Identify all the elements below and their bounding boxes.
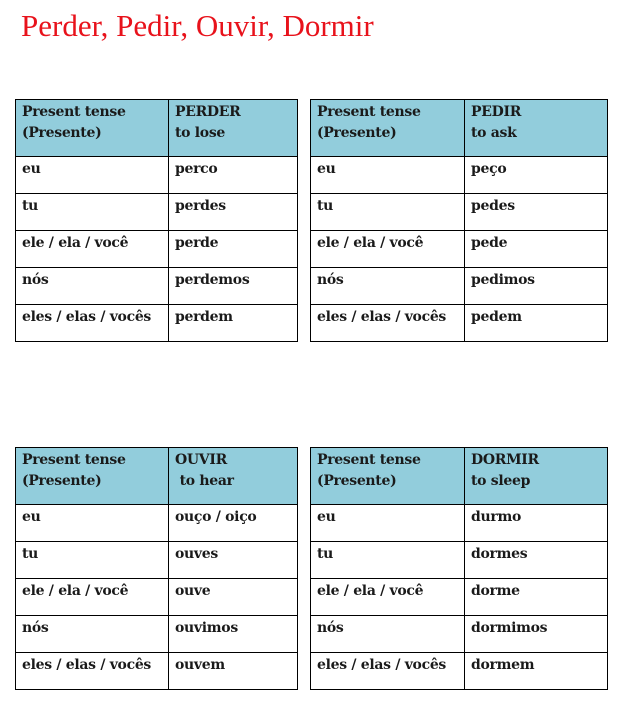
verb-form-cell: dormes — [465, 542, 608, 579]
table-row — [311, 579, 608, 616]
table-row — [16, 157, 298, 194]
verb-form-cell: peço — [465, 157, 608, 194]
verb-form-cell: ouço / oiço — [169, 505, 298, 542]
pronoun-cell: eu — [311, 157, 465, 194]
conjugation-table-perder — [15, 99, 298, 342]
verb-form-cell: ouvimos — [169, 616, 298, 653]
pronoun-cell: eu — [16, 157, 169, 194]
verb-form-cell: perco — [169, 157, 298, 194]
table-row — [311, 505, 608, 542]
table-row — [311, 231, 608, 268]
pronoun-cell: nós — [311, 616, 465, 653]
header-verb-cell — [465, 448, 608, 505]
header-tense-cell — [311, 448, 465, 505]
tense-label: Present tense — [22, 452, 126, 468]
tense-label-pt: (Presente) — [317, 473, 397, 489]
verb-form-cell: perde — [169, 231, 298, 268]
verb-form-cell: ouve — [169, 579, 298, 616]
table-row — [311, 616, 608, 653]
pronoun-cell: tu — [311, 194, 465, 231]
page-title: Perder, Pedir, Ouvir, Dormir — [21, 8, 374, 43]
table-header-row — [311, 100, 608, 157]
pronoun-cell: eles / elas / vocês — [311, 305, 465, 342]
pronoun-cell: ele / ela / você — [311, 579, 465, 616]
pronoun-cell: eu — [311, 505, 465, 542]
verb-form-cell: dormem — [465, 653, 608, 690]
verb-form-cell: dorme — [465, 579, 608, 616]
verb-meaning: to ask — [471, 125, 517, 141]
header-tense-cell — [16, 100, 169, 157]
table-row — [311, 653, 608, 690]
table-row — [311, 194, 608, 231]
verb-form-cell: pedem — [465, 305, 608, 342]
verb-form-cell: pede — [465, 231, 608, 268]
verb-form-cell: durmo — [465, 505, 608, 542]
pronoun-cell: nós — [16, 616, 169, 653]
verb-form-cell: ouvem — [169, 653, 298, 690]
verb-form-cell: dormimos — [465, 616, 608, 653]
table-header-row — [16, 100, 298, 157]
tense-label: Present tense — [317, 452, 421, 468]
pronoun-cell: nós — [16, 268, 169, 305]
header-verb-cell — [169, 100, 298, 157]
tense-label: Present tense — [317, 104, 421, 120]
conjugation-table-dormir — [310, 447, 608, 690]
pronoun-cell: tu — [311, 542, 465, 579]
verb-meaning: to sleep — [471, 473, 531, 489]
verb-label: OUVIR — [175, 452, 227, 468]
pronoun-cell: eles / elas / vocês — [16, 305, 169, 342]
tense-label-pt: (Presente) — [317, 125, 397, 141]
header-tense-cell — [16, 448, 169, 505]
table-row — [16, 542, 298, 579]
verb-form-cell: ouves — [169, 542, 298, 579]
pronoun-cell: nós — [311, 268, 465, 305]
pronoun-cell: tu — [16, 194, 169, 231]
header-tense-cell — [311, 100, 465, 157]
table-row — [311, 305, 608, 342]
verb-meaning: to lose — [175, 125, 226, 141]
verb-form-cell: perdes — [169, 194, 298, 231]
table-row — [16, 268, 298, 305]
table-row — [16, 579, 298, 616]
table-row — [16, 505, 298, 542]
table-row — [16, 194, 298, 231]
verb-label: PEDIR — [471, 104, 522, 120]
pronoun-cell: ele / ela / você — [16, 579, 169, 616]
table-row — [16, 305, 298, 342]
tense-label-pt: (Presente) — [22, 125, 102, 141]
verb-label: PERDER — [175, 104, 241, 120]
table-row — [311, 542, 608, 579]
pronoun-cell: eles / elas / vocês — [16, 653, 169, 690]
table-row — [16, 653, 298, 690]
pronoun-cell: ele / ela / você — [16, 231, 169, 268]
table-row — [311, 268, 608, 305]
pronoun-cell: tu — [16, 542, 169, 579]
pronoun-cell: ele / ela / você — [311, 231, 465, 268]
header-verb-cell — [465, 100, 608, 157]
table-row — [16, 616, 298, 653]
conjugation-table-ouvir — [15, 447, 298, 690]
verb-form-cell: pedes — [465, 194, 608, 231]
tense-label-pt: (Presente) — [22, 473, 102, 489]
verb-form-cell: perdemos — [169, 268, 298, 305]
header-verb-cell — [169, 448, 298, 505]
conjugation-table-pedir — [310, 99, 608, 342]
verb-label: DORMIR — [471, 452, 539, 468]
verb-form-cell: perdem — [169, 305, 298, 342]
pronoun-cell: eu — [16, 505, 169, 542]
table-row — [311, 157, 608, 194]
tense-label: Present tense — [22, 104, 126, 120]
verb-meaning: to hear — [175, 473, 234, 489]
verb-form-cell: pedimos — [465, 268, 608, 305]
table-header-row — [311, 448, 608, 505]
table-row — [16, 231, 298, 268]
table-header-row — [16, 448, 298, 505]
pronoun-cell: eles / elas / vocês — [311, 653, 465, 690]
